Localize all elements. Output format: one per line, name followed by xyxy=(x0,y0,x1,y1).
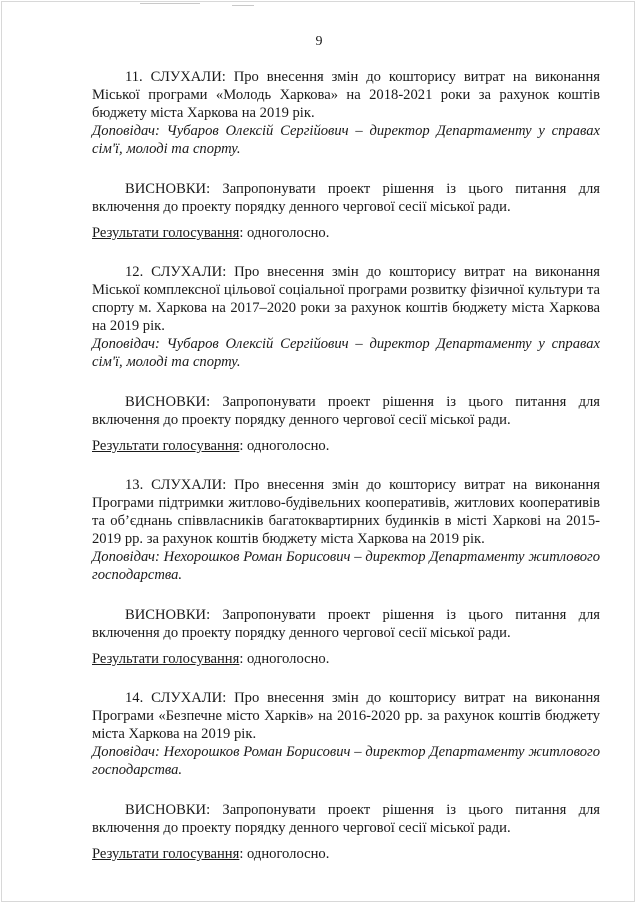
voting-result-label: Результати голосування xyxy=(92,846,240,862)
voting-result xyxy=(92,845,600,863)
voting-result-value: : одноголосно. xyxy=(239,225,330,241)
agenda-item-11 xyxy=(92,68,600,242)
speaker-line: Доповідач: Нехорошков Роман Борисович – директор Департаменту житлового господарства. xyxy=(92,744,600,778)
conclusion-paragraph: ВИСНОВКИ: Запропонувати проект рішення із цього питання для включення до проекту порядку денного чергової сесії міської ради. xyxy=(92,181,600,215)
page-number: 9 xyxy=(315,34,323,49)
voting-result-label: Результати голосування xyxy=(92,225,240,241)
heard-paragraph: 14. СЛУХАЛИ: Про внесення змін до кошторису витрат на виконання Програми «Безпечне місто Харків» на 2016-2020 рр. за рахунок коштів бюджету міста Харкова на 2019 рік. xyxy=(92,690,600,742)
speaker-line: Доповідач: Чубаров Олексій Сергійович – директор Департаменту у справах сім'ї, молоді та спорту. xyxy=(92,123,600,157)
conclusion-paragraph: ВИСНОВКИ: Запропонувати проект рішення із цього питання для включення до проекту порядку денного чергової сесії міської ради. xyxy=(92,802,600,836)
voting-result-value: : одноголосно. xyxy=(239,846,330,862)
speaker-line: Доповідач: Чубаров Олексій Сергійович – директор Департаменту у справах сім'ї, молоді та спорту. xyxy=(92,336,600,370)
voting-result xyxy=(92,437,600,455)
heard-paragraph: 11. СЛУХАЛИ: Про внесення змін до кошторису витрат на виконання Міської програми «Молодь Харкова» на 2018-2021 роки за рахунок коштів бюджету міста Харкова на 2019 рік. xyxy=(92,69,600,121)
speaker-line: Доповідач: Нехорошков Роман Борисович – директор Департаменту житлового господарства. xyxy=(92,549,600,583)
voting-result-label: Результати голосування xyxy=(92,651,240,667)
heard-paragraph: 12. СЛУХАЛИ: Про внесення змін до кошторису витрат на виконання Міської комплексної цільової соціальної програми розвитку фізичної культури та спорту м. Харкова на 2017–2020 роки за рахунок коштів бюджету міста Харкова на 2019 рік. xyxy=(92,264,600,334)
voting-result-label: Результати голосування xyxy=(92,438,240,454)
agenda-item-12 xyxy=(92,263,600,455)
agenda-item-13 xyxy=(92,476,600,668)
agenda-item-14 xyxy=(92,689,600,863)
conclusion-paragraph: ВИСНОВКИ: Запропонувати проект рішення із цього питання для включення до проекту порядку денного чергової сесії міської ради. xyxy=(92,607,600,641)
voting-result xyxy=(92,650,600,668)
voting-result-value: : одноголосно. xyxy=(239,651,330,667)
scan-artifact xyxy=(140,3,200,4)
conclusion-paragraph: ВИСНОВКИ: Запропонувати проект рішення із цього питання для включення до проекту порядку денного чергової сесії міської ради. xyxy=(92,394,600,428)
document-body xyxy=(92,68,600,863)
scan-artifact xyxy=(232,5,254,6)
voting-result-value: : одноголосно. xyxy=(239,438,330,454)
voting-result xyxy=(92,224,600,242)
heard-paragraph: 13. СЛУХАЛИ: Про внесення змін до кошторису витрат на виконання Програми підтримки житлово-будівельних кооперативів, житлових кооперативів та об’єднань співвласників багатоквартирних будинків в місті Харкові на 2015-2019 рр. за рахунок коштів бюджету міста Харкова на 2019 рік. xyxy=(92,477,600,547)
